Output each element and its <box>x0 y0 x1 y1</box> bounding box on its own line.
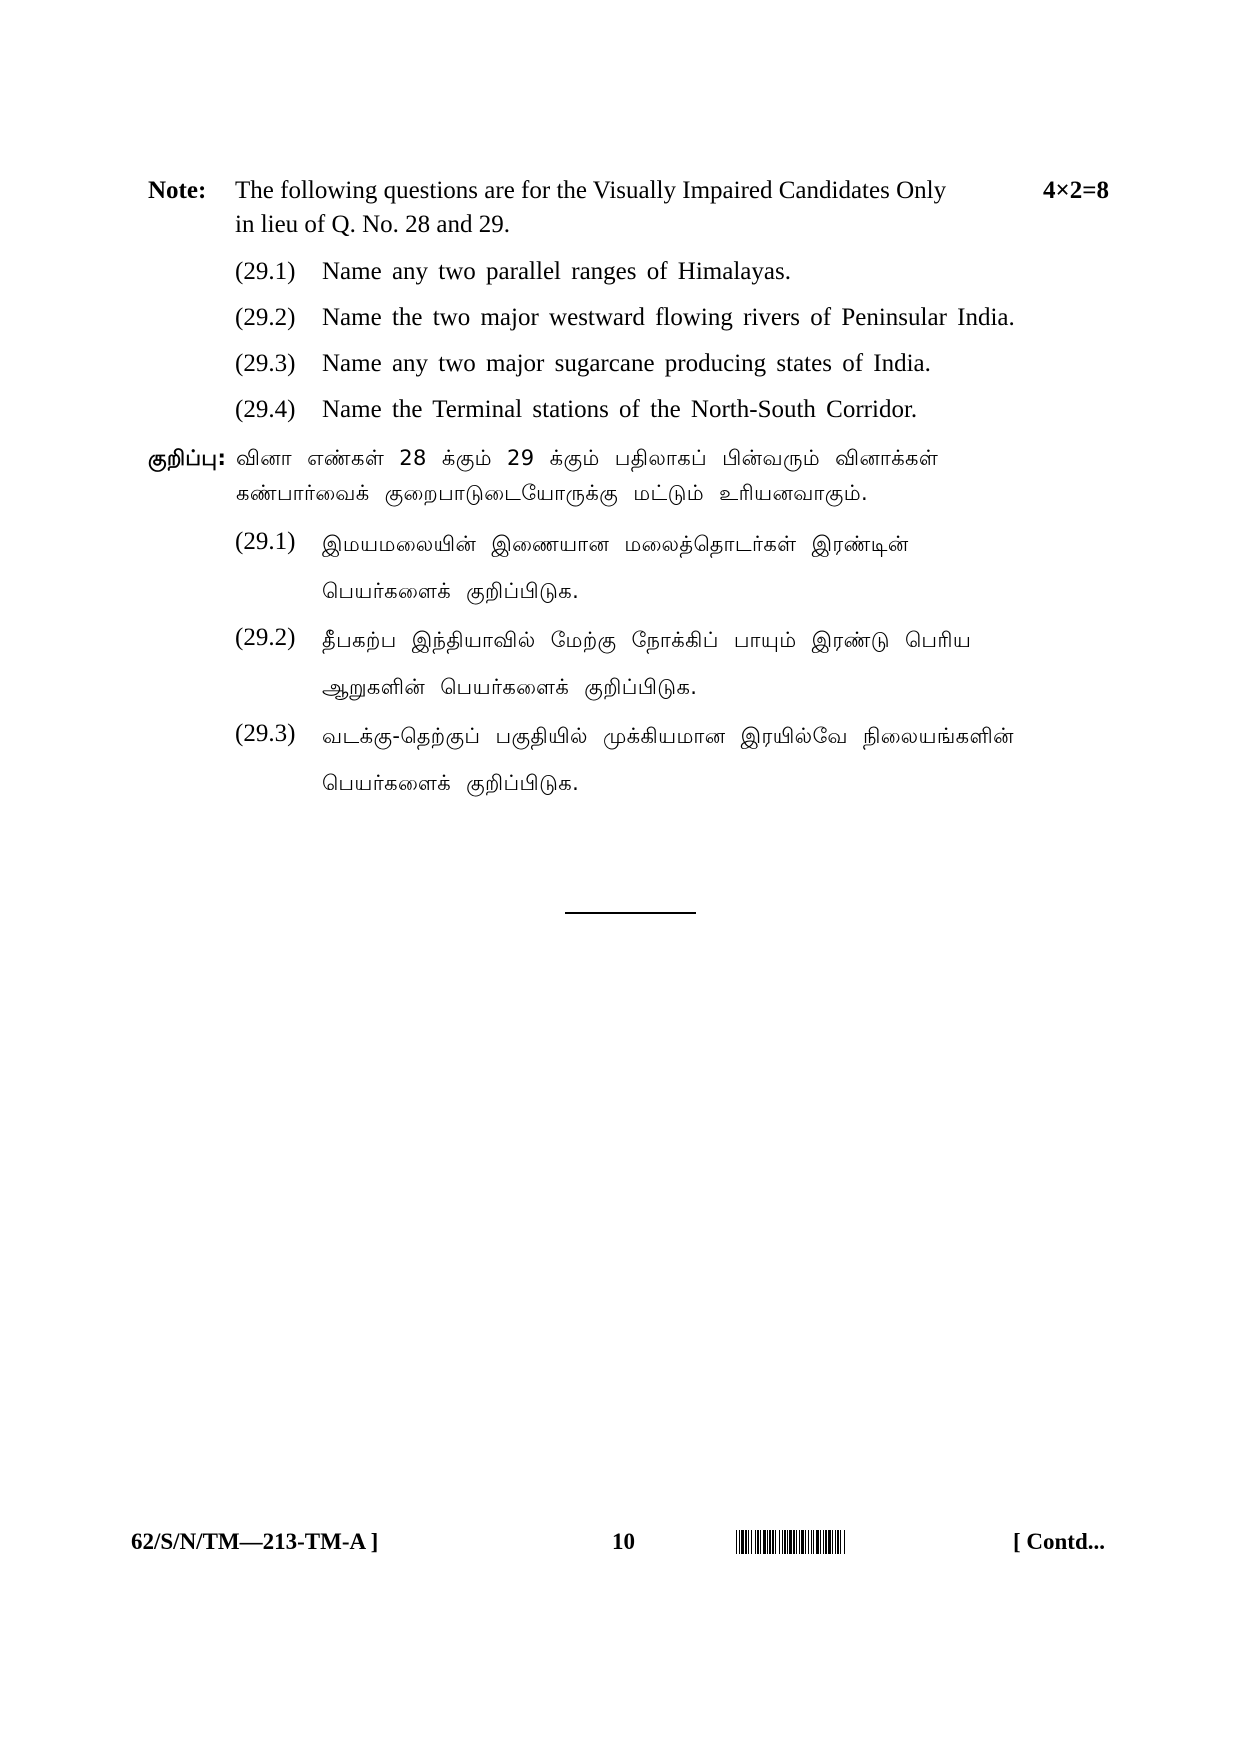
question-text-tamil: இமயமலையின் இணையான மலைத்தொடர்கள் இரண்டின் <box>322 532 909 556</box>
question-number: (29.2) <box>235 304 296 331</box>
question-text-tamil: பெயர்களைக் குறிப்பிடுக. <box>322 771 580 795</box>
question-text-tamil: வடக்கு-தெற்குப் பகுதியில் முக்கியமான இரயில்வே நிலையங்களின் <box>322 724 1014 748</box>
question-text-tamil: ஆறுகளின் பெயர்களைக் குறிப்பிடுக. <box>322 675 698 699</box>
question-text: Name any two parallel ranges of Himalayas. <box>322 258 791 285</box>
question-text: Name the two major westward flowing rivers of Peninsular India. <box>322 304 1015 331</box>
barcode-icon <box>736 1530 991 1554</box>
note-line-1: The following questions are for the Visually Impaired Candidates Only <box>235 177 947 204</box>
question-number: (29.1) <box>235 528 296 555</box>
note-tamil-line-2: கண்பார்வைக் குறைபாடுடையோருக்கு மட்டும் உரியனவாகும். <box>236 481 869 505</box>
end-divider <box>565 912 696 914</box>
question-number: (29.3) <box>235 350 296 377</box>
note-line-2: in lieu of Q. No. 28 and 29. <box>235 211 510 238</box>
question-number: (29.4) <box>235 396 296 423</box>
page-number: 10 <box>612 1529 635 1554</box>
marks-allocation: 4×2=8 <box>1043 177 1109 204</box>
question-number: (29.2) <box>235 624 296 651</box>
question-text: Name any two major sugarcane producing states of India. <box>322 350 931 377</box>
note-tamil-line-1: வினா எண்கள் 28 க்கும் 29 க்கும் பதிலாகப் பின்வரும் வினாக்கள் <box>236 446 939 470</box>
contd-label: [ Contd... <box>1013 1529 1106 1554</box>
note-label: Note: <box>148 177 207 204</box>
question-text-tamil: பெயர்களைக் குறிப்பிடுக. <box>322 579 580 603</box>
note-label-tamil: குறிப்பு: <box>148 446 227 470</box>
paper-code: 62/S/N/TM—213-TM-A ] <box>131 1529 379 1554</box>
question-text: Name the Terminal stations of the North-South Corridor. <box>322 396 918 423</box>
question-text-tamil: தீபகற்ப இந்தியாவில் மேற்கு நோக்கிப் பாயும் இரண்டு பெரிய <box>322 628 972 652</box>
question-number: (29.3) <box>235 720 296 747</box>
question-number: (29.1) <box>235 258 296 285</box>
